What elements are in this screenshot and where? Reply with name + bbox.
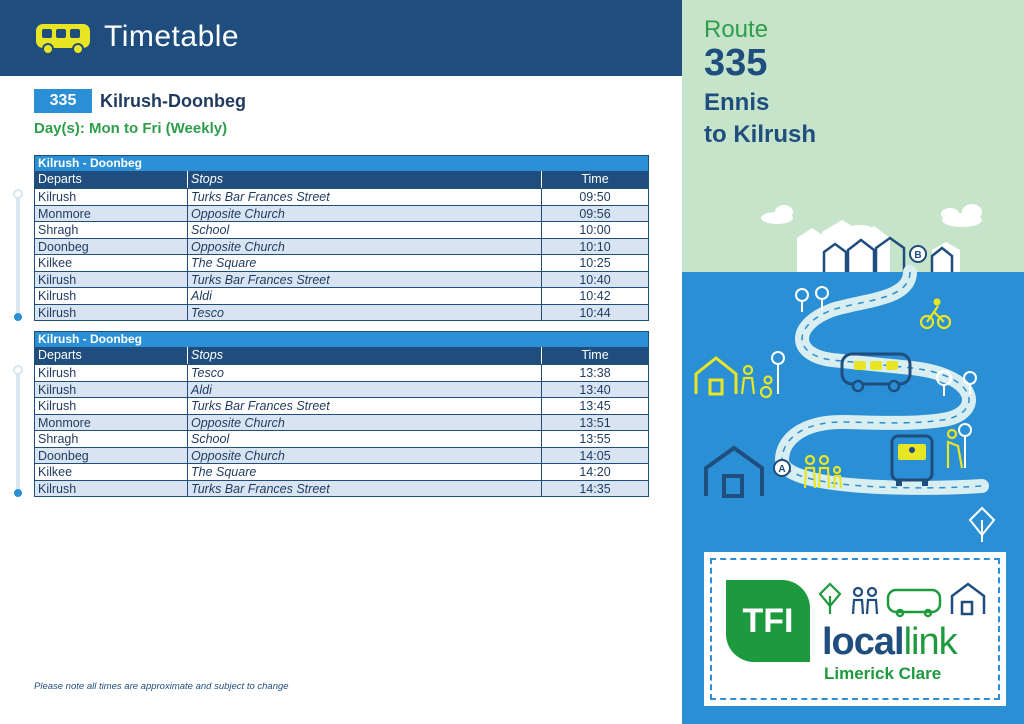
time-cell: 13:38 [579, 366, 611, 380]
time-cell: 10:00 [579, 223, 611, 237]
elderly-person-icon [948, 430, 962, 468]
stop-cell: Aldi [188, 288, 542, 304]
map-pin-icon [774, 460, 790, 476]
marker-b-label: B [914, 250, 922, 261]
page-header [0, 0, 682, 76]
table-row [35, 447, 648, 464]
time-cell: 13:55 [579, 432, 611, 446]
table-row [35, 414, 648, 431]
table-title: Kilrush - Doonbeg [35, 332, 648, 347]
table-row [35, 381, 648, 398]
departs-cell: Shragh [35, 222, 188, 238]
time-cell: 10:40 [579, 272, 611, 287]
page-title: Timetable [104, 20, 240, 53]
departs-cell: Doonbeg [35, 448, 188, 464]
house-icon [952, 584, 984, 614]
table-row [35, 287, 648, 304]
stop-cell: The Square [188, 464, 542, 480]
stop-cell: Tesco [188, 305, 542, 321]
local-link-wordmark [822, 622, 957, 662]
cyclist-icon [921, 300, 950, 329]
map-pin-icon [910, 246, 926, 262]
marker-a-label: A [778, 464, 786, 475]
time-cell: 13:40 [579, 382, 611, 397]
timeline-line [16, 365, 20, 495]
stop-cell: Opposite Church [188, 206, 542, 222]
time-cell: 10:44 [579, 305, 611, 320]
column-header-time: Time [581, 348, 609, 362]
stop-cell: Opposite Church [188, 239, 542, 255]
tree-icon [820, 584, 840, 614]
column-header-departs: Departs [35, 347, 188, 364]
disclaimer-note: Please note all times are approximate and subject to change [34, 681, 289, 692]
departs-cell: Monmore [35, 415, 188, 431]
house-icon [696, 358, 736, 394]
table-row [35, 463, 648, 480]
time-cell: 09:56 [579, 206, 611, 221]
table-title: Kilrush - Doonbeg [35, 156, 648, 171]
home-icon [706, 448, 762, 496]
departs-cell: Kilrush [35, 398, 188, 414]
timeline-end-marker [14, 489, 22, 497]
table-row [35, 221, 648, 238]
time-cell: 10:10 [579, 239, 611, 254]
column-header-departs: Departs [35, 171, 188, 188]
stop-cell: School [188, 222, 542, 238]
departs-cell: Monmore [35, 206, 188, 222]
route-number: 335 [704, 42, 768, 84]
time-cell: 13:45 [579, 399, 611, 413]
time-cell: 10:25 [579, 256, 611, 270]
time-cell: 14:05 [579, 448, 611, 463]
column-header-stops: Stops [188, 347, 542, 364]
table-row [35, 364, 648, 381]
table-row [35, 254, 648, 271]
departs-cell: Kilrush [35, 382, 188, 398]
time-cell: 10:42 [579, 289, 611, 303]
time-cell: 13:51 [579, 415, 611, 430]
timeline-end-marker [14, 313, 22, 321]
timetable-morning [34, 155, 649, 321]
stop-cell: Opposite Church [188, 448, 542, 464]
route-origin: Ennis [704, 89, 770, 116]
table-row [35, 304, 648, 321]
route-label: Route [704, 16, 769, 43]
stops-timeline [12, 365, 24, 495]
departs-cell: Kilkee [35, 255, 188, 271]
stops-timeline [12, 189, 24, 319]
region-name: Limerick Clare [824, 664, 942, 683]
wordmark-link: link [903, 621, 957, 663]
stop-cell: Turks Bar Frances Street [188, 189, 542, 205]
timeline-start-marker [13, 189, 23, 199]
bus-icon [34, 22, 92, 56]
table-header-row [35, 347, 648, 364]
timeline-line [16, 189, 20, 319]
operating-days: Day(s): Mon to Fri (Weekly) [34, 120, 228, 137]
route-name: Kilrush-Doonbeg [100, 91, 246, 111]
stop-cell: Opposite Church [188, 415, 542, 431]
route-panel [682, 0, 1024, 724]
time-cell: 09:50 [579, 190, 611, 204]
stop-cell: School [188, 431, 542, 447]
bus-front-icon [892, 436, 932, 486]
stop-cell: Turks Bar Frances Street [188, 398, 542, 414]
table-row [35, 205, 648, 222]
table-row [35, 480, 648, 497]
departs-cell: Kilrush [35, 305, 188, 321]
table-header-row [35, 171, 648, 188]
departs-cell: Kilrush [35, 481, 188, 497]
departs-cell: Shragh [35, 431, 188, 447]
bus-icon [888, 590, 940, 616]
table-row [35, 271, 648, 288]
route-illustration [682, 190, 1024, 550]
route-number-badge: 335 [34, 89, 92, 113]
table-row [35, 238, 648, 255]
tfi-local-link-logo [710, 558, 1000, 700]
tfi-logo: TFI [726, 580, 810, 662]
departs-cell: Kilrush [35, 189, 188, 205]
table-row [35, 397, 648, 414]
stop-cell: The Square [188, 255, 542, 271]
table-row [35, 430, 648, 447]
departs-cell: Kilrush [35, 272, 188, 288]
column-header-stops: Stops [188, 171, 542, 188]
departs-cell: Kilkee [35, 464, 188, 480]
departs-cell: Kilrush [35, 288, 188, 304]
people-icon [853, 588, 877, 614]
stop-cell: Tesco [188, 365, 542, 381]
time-cell: 14:35 [579, 481, 611, 496]
table-row [35, 188, 648, 205]
timeline-start-marker [13, 365, 23, 375]
wordmark-local: local [822, 621, 904, 663]
stop-cell: Turks Bar Frances Street [188, 481, 542, 497]
column-header-time: Time [581, 172, 609, 186]
departs-cell: Doonbeg [35, 239, 188, 255]
route-destination: to Kilrush [704, 121, 816, 148]
timetable-afternoon [34, 331, 649, 497]
stop-cell: Turks Bar Frances Street [188, 272, 542, 288]
people-icon [742, 366, 772, 397]
stop-cell: Aldi [188, 382, 542, 398]
departs-cell: Kilrush [35, 365, 188, 381]
local-link-icons [816, 580, 992, 620]
time-cell: 14:20 [579, 465, 611, 479]
